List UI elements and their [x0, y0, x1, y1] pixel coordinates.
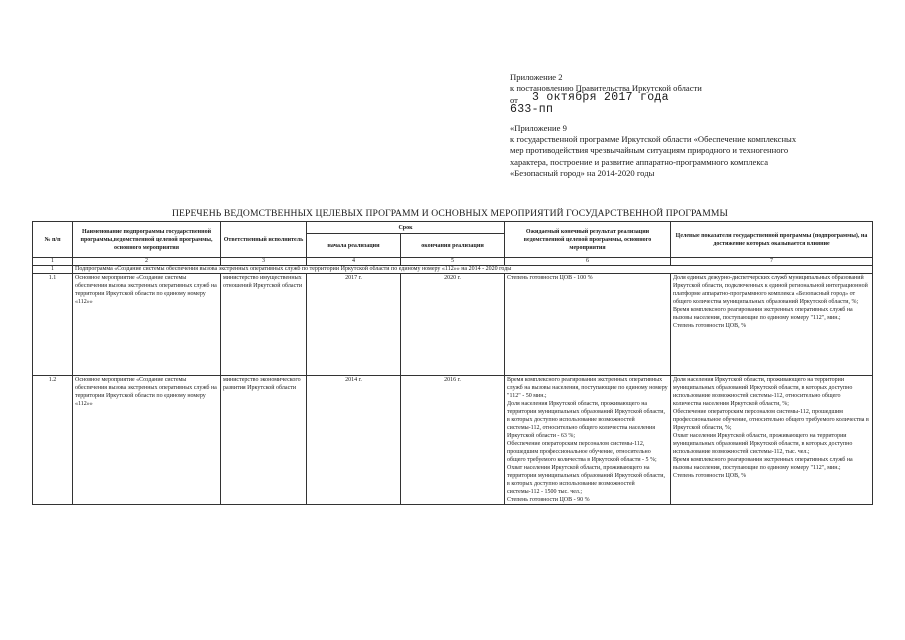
appendix9-block	[510, 123, 875, 179]
row-start: 2014 г.	[307, 376, 401, 505]
table-row	[33, 274, 873, 376]
column-number: 4	[307, 258, 401, 266]
header-term-start: начала реализации	[307, 234, 401, 258]
row-name: Основное мероприятие «Создание системы обеспечения вызова экстренных оперативных служб на территории Иркутской области по единому номеру «112»»	[73, 376, 221, 505]
row-indicators: Доля населения Иркутской области, проживающего на территории муниципальных образований Иркутской области, в которых доступно использование возможностей системы-112, относительно общего количества населения Иркутской области, %; Обеспечение операторским персоналом системы-112, прошедшим профессиональное обучение, относительно общего требуемого количества в Иркутской области, %; Охват населения Иркутской области, проживающего на территории муниципальных образований Иркутской области, в которых доступно использование возможностей системы-112, тыс. чел.; Время комплексного реагирования экстренных оперативных служб на вызовы населения, поступающие по единому номеру "112", мин.; Степень готовности ЦОВ, %	[671, 376, 873, 505]
row-num: 1.1	[33, 274, 73, 376]
appendix9-line: мер противодействия чрезвычайным ситуациям природного и техногенного	[510, 145, 789, 156]
column-number: 6	[505, 258, 671, 266]
from-label: от	[510, 94, 518, 105]
column-number: 2	[73, 258, 221, 266]
programs-table	[32, 221, 873, 505]
table-row	[33, 376, 873, 505]
appendix9-line: характера, построение и развитие аппаратно-программного комплекса	[510, 156, 769, 167]
document-title: ПЕРЕЧЕНЬ ВЕДОМСТВЕННЫХ ЦЕЛЕВЫХ ПРОГРАММ И ОСНОВНЫХ МЕРОПРИЯТИЙ ГОСУДАРСТВЕННОЙ ПРОГРАММЫ	[172, 208, 728, 219]
row-end: 2016 г.	[401, 376, 505, 505]
appendix9-line: «Безопасный город» на 2014-2020 годы	[510, 167, 655, 178]
row-num: 1.2	[33, 376, 73, 505]
row-result: Степень готовности ЦОВ - 100 %	[505, 274, 671, 376]
header-name: Наименование подпрограммы государственной программы,ведомственной целевой программы, основного мероприятия	[73, 222, 221, 258]
header-term-end: окончания реализации	[401, 234, 505, 258]
stamp-number: 633-пп	[510, 103, 554, 116]
row-executor: министерство имущественных отношений Иркутской области	[221, 274, 307, 376]
subprogram-title: Подпрограмма «Создание системы обеспечения вызова экстренных оперативных служб по территории Иркутской области по единому номеру «112»» на 2014 - 2020 годы	[73, 266, 873, 274]
appendix9-line: «Приложение 9	[510, 123, 567, 133]
row-executor: министерство экономического развития Иркутской области	[221, 376, 307, 505]
header-term: Срок	[307, 222, 505, 234]
header-result: Ожидаемый конечный результат реализации ведомственной целевой программы, основного мероприятия	[505, 222, 671, 258]
resolution-reference: к постановлению Правительства Иркутской области	[510, 83, 702, 94]
column-numbers-row	[33, 258, 873, 266]
appendix9-line: к государственной программе Иркутской области «Обеспечение комплексных	[510, 134, 797, 145]
row-end: 2020 г.	[401, 274, 505, 376]
subprogram-row	[33, 266, 873, 274]
header-executor: Ответственный исполнитель	[221, 222, 307, 258]
row-result: Время комплексного реагирования экстренных оперативных служб на вызовы населения, поступающие по единому номеру "112" - 50 мин.; Доля населения Иркутской области, проживающего на территории муниципальных образований Иркутской области, в которых доступно использование возможностей системы-112, относительно общего количества населения Иркутской области - 63 %; Обеспечение операторским персоналом системы-112, прошедшим профессиональное обучение, относительно общего требуемого количества в Иркутской области - 5 %; Охват населения Иркутской области, проживающего на территории муниципальных образований Иркутской области, в которых доступно использование возможностей системы-112 - 1500 тыс. чел.; Степень готовности ЦОВ - 90 %	[505, 376, 671, 505]
column-number: 5	[401, 258, 505, 266]
row-name: Основное мероприятие «Создание системы обеспечения вызова экстренных оперативных служб на территории Иркутской области по единому номеру «112»»	[73, 274, 221, 376]
header-indicators: Целевые показатели государственной программы (подпрограммы), на достижение которых оказывается влияние	[671, 222, 873, 258]
row-start: 2017 г.	[307, 274, 401, 376]
column-number: 3	[221, 258, 307, 266]
column-number: 7	[671, 258, 873, 266]
column-number: 1	[33, 258, 73, 266]
header-num: № п/п	[33, 222, 73, 258]
subprogram-num: 1	[33, 266, 73, 274]
appendix-label: Приложение 2	[510, 72, 563, 82]
row-indicators: Доля единых дежурно-диспетчерских служб муниципальных образований Иркутской области, подключенных к единой региональной интеграционной платформе аппаратно-программного комплекса «Безопасный город» от общего количества муниципальных образований Иркутской области, %; Время комплексного реагирования экстренных оперативных служб на вызовы населения, поступающие по единому номеру "112", мин.; Степень готовности ЦОВ, %	[671, 274, 873, 376]
stamp-date: 3 октября 2017 года	[532, 91, 669, 104]
